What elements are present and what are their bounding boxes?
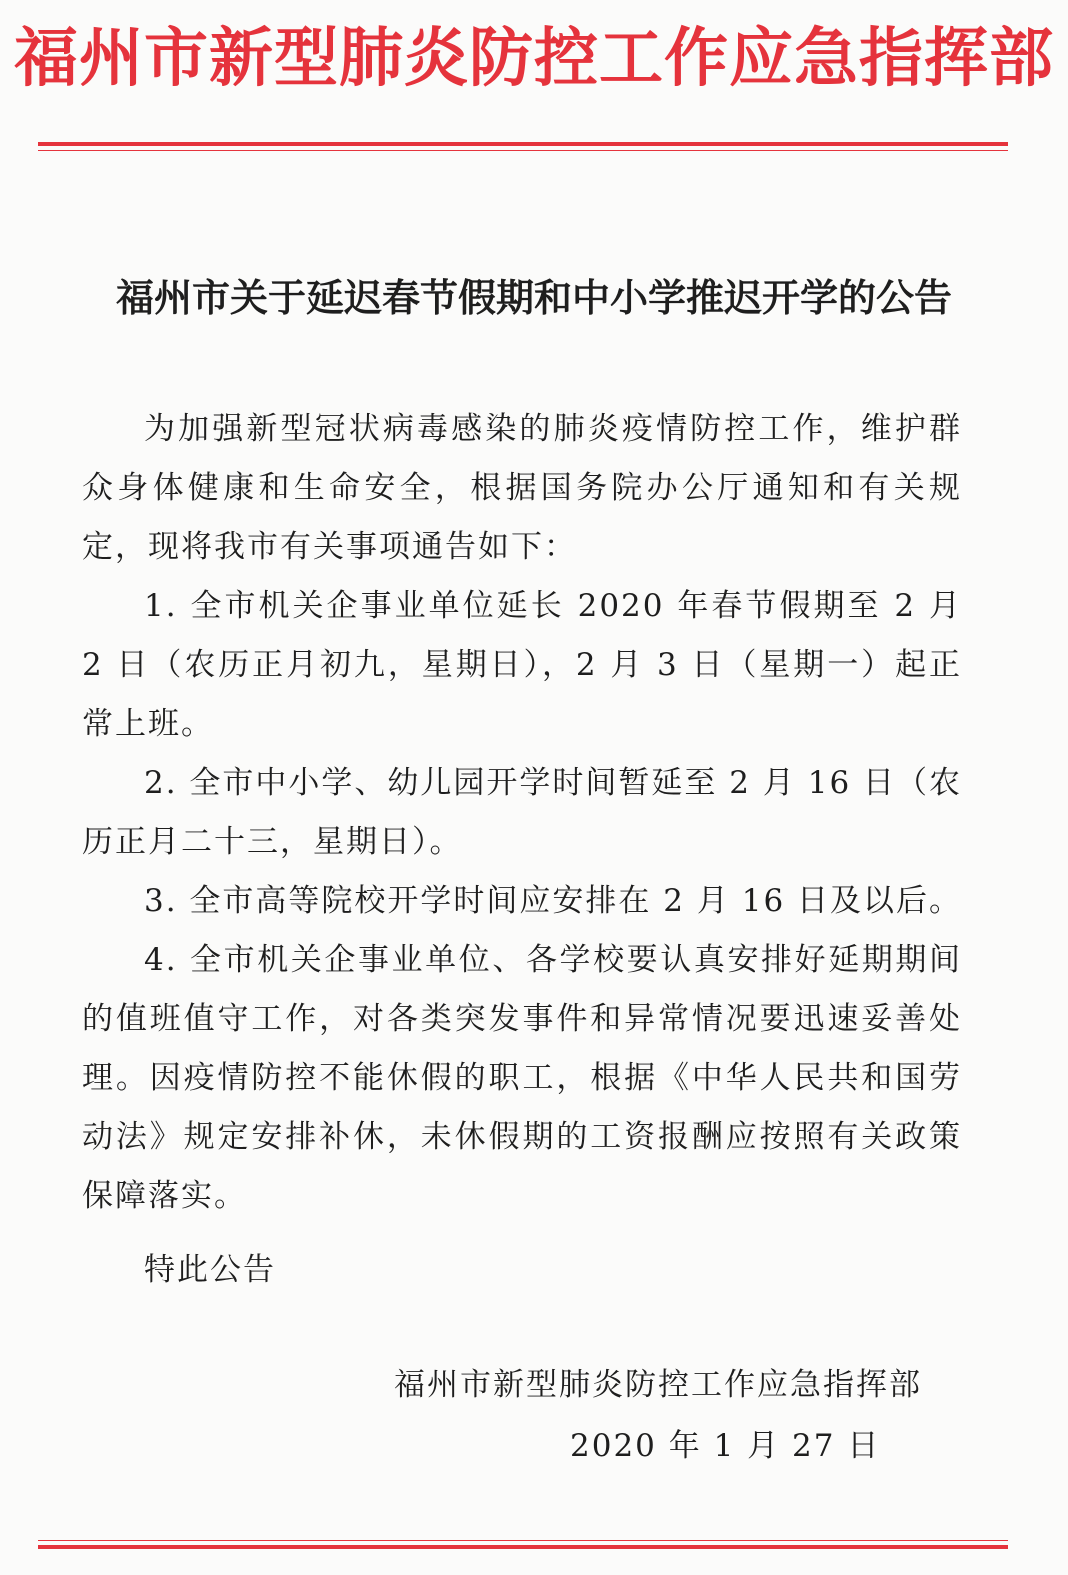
item-paragraph: 3. 全市高等院校开学时间应安排在 2 月 16 日及以后。 — [144, 883, 963, 919]
issuer-signature: 福州市新型肺炎防控工作应急指挥部 — [394, 1367, 922, 1403]
item-paragraph: 4. 全市机关企事业单位、各学校要认真安排好延期期间的值班值守工作，对各类突发事件和异常情况要迅速妥善处理。因疫情防控不能休假的职工，根据《中华人民共和国劳动法》规定安排补休，未休假期的工资报酬应按照有关政策保障落实。 — [82, 942, 962, 1214]
letterhead-rule-thick — [38, 142, 1008, 146]
issue-date: 2020 年 1 月 27 日 — [570, 1428, 881, 1464]
closing-line: 特此公告 — [144, 1252, 276, 1288]
intro-paragraph: 为加强新型冠状病毒感染的肺炎疫情防控工作，维护群众身体健康和生命安全，根据国务院办公厅通知和有关规定，现将我市有关事项通告如下： — [82, 411, 962, 565]
notice-body — [82, 400, 962, 1226]
footer-rule-thin — [38, 1540, 1008, 1541]
item-paragraph: 2. 全市中小学、幼儿园开学时间暂延至 2 月 16 日（农历正月二十三，星期日）。 — [82, 765, 963, 860]
item-paragraph: 1. 全市机关企事业单位延长 2020 年春节假期至 2 月 2 日（农历正月初九，星期日），2 月 3 日（星期一）起正常上班。 — [82, 588, 962, 742]
notice-title: 福州市关于延迟春节假期和中小学推迟开学的公告 — [115, 276, 952, 320]
letterhead-rule-thin — [38, 150, 1008, 151]
footer-rule-thick — [38, 1545, 1008, 1549]
letterhead-org-name: 福州市新型肺炎防控工作应急指挥部 — [14, 22, 1054, 96]
